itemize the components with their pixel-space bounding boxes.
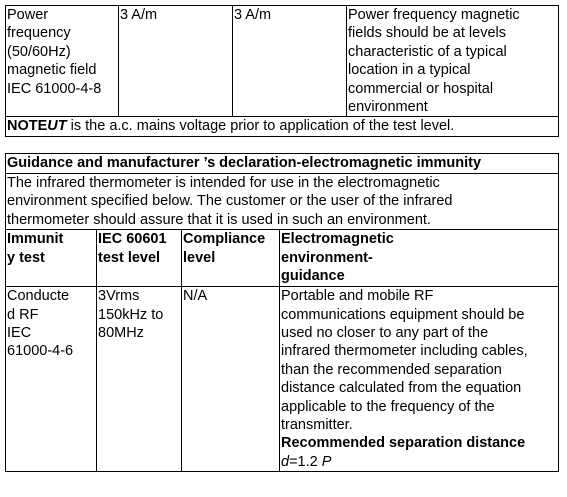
conducted-rf-compliance-cell: N/A bbox=[182, 287, 280, 472]
header-compliance-level: Compliance level bbox=[182, 230, 280, 287]
compliance-level-cell: 3 A/m bbox=[233, 6, 347, 117]
conducted-rf-level-cell: 3Vrms 150kHz to 80MHz bbox=[97, 287, 182, 472]
note-row bbox=[6, 117, 559, 136]
test-level-cell: 3 A/m bbox=[119, 6, 233, 117]
table-title: Guidance and manufacturer ’s declaration-electromagnetic immunity bbox=[6, 154, 559, 174]
header-immunity-test: Immunit y test bbox=[6, 230, 97, 287]
note-text: is the a.c. mains voltage prior to application of the test level. bbox=[66, 118, 455, 135]
intro-text: The infrared thermometer is intended for use in the electromagnetic environment specified below. The customer or the user of the infrared thermometer should assure that it is used in such an environment. bbox=[6, 174, 559, 230]
recommended-distance-label: Recommended separation distance bbox=[281, 435, 526, 452]
guidance-text: Portable and mobile RF communications equipment should be used no closer to any part of the infrared thermometer including cables, than the recommended separation distance calculated from the equation applicable to the frequency of the transmitter. bbox=[281, 288, 528, 434]
header-guidance: Electromagnetic environment- guidance bbox=[280, 230, 559, 287]
note-ut: UT bbox=[47, 118, 67, 135]
conducted-rf-guidance-cell bbox=[280, 287, 559, 472]
header-test-level: IEC 60601 test level bbox=[97, 230, 182, 287]
guidance-cell: Power frequency magnetic fields should be at levels characteristic of a typical location in a typical commercial or hospital environment bbox=[347, 6, 559, 117]
distance-formula: d=1.2 P bbox=[281, 453, 332, 470]
magnetic-field-table bbox=[5, 5, 559, 137]
conducted-rf-test-cell: Conducte d RF IEC 61000-4-6 bbox=[6, 287, 97, 472]
conducted-rf-table bbox=[5, 153, 559, 472]
note-label: NOTE bbox=[7, 118, 48, 135]
immunity-test-cell: Power frequency (50/60Hz) magnetic field IEC 61000-4-8 bbox=[6, 6, 119, 117]
